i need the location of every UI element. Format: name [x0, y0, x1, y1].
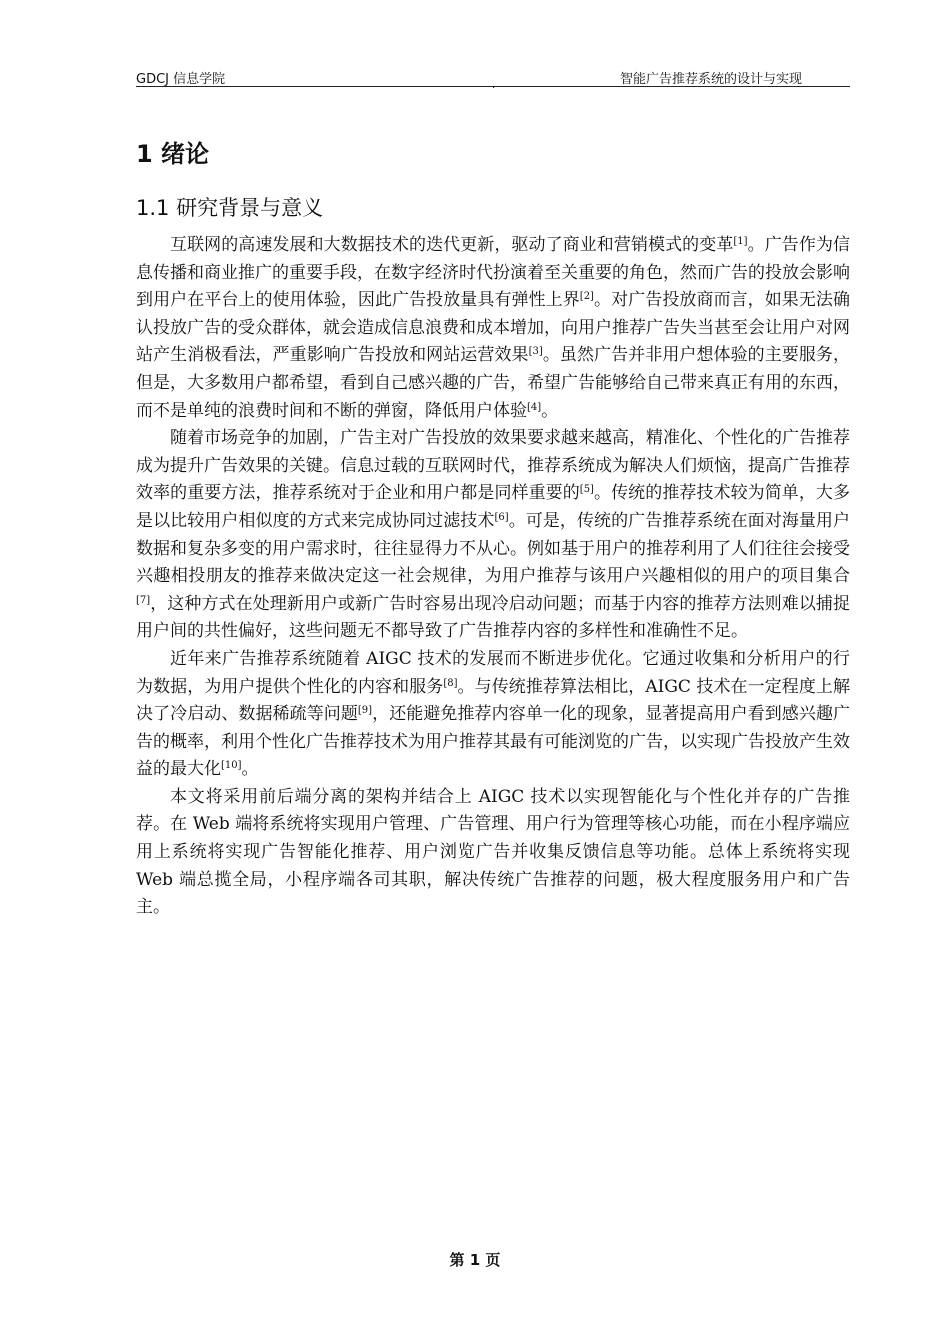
text-run: 互联网的高速发展和大数据技术的迭代更新，驱动了商业和营销模式的变革	[170, 235, 734, 255]
paragraph	[136, 784, 850, 922]
header-institution: GDCJ 信息学院	[136, 72, 226, 87]
citation: [9]	[357, 705, 373, 717]
text-run: 。传统的推荐技术较为简单，大多是以比较用户相似度的方式来完成协同过滤技术	[136, 483, 851, 531]
page-header	[136, 66, 850, 91]
header-mark: .	[492, 80, 496, 91]
text-run: 。	[541, 400, 559, 421]
text-run: 近年来广告推荐系统随着 AIGC 技术的发展而不断进步优化。它通过收集和分析用户的行为数据，为用户提供个性化的内容和服务	[136, 648, 850, 697]
section-title: 1.1 研究背景与意义	[136, 196, 324, 220]
chapter-title: 1 绪论	[136, 140, 210, 168]
citation: [4]	[527, 401, 542, 413]
paragraph	[136, 646, 850, 784]
header-paper-title: 智能广告推荐系统的设计与实现	[619, 72, 802, 87]
text-run: 。虽然广告并非用户想体验的主要服务，但是，大多数用户都希望，看到自己感兴趣的广告，希望广告能够给自己带来真正有用的东西，而不是单纯的浪费时间和不断的弹窗，降低用户体验	[136, 345, 851, 421]
text-run: 。可是，传统的广告推荐系统在面对海量用户数据和复杂多变的用户需求时，往往显得力不从心。例如基于用户的推荐利用了人们往往会接受兴趣相投朋友的推荐来做决定这一社会规律，为用户推荐与该用户兴趣相似的用户的项目集合	[136, 510, 851, 587]
citation: [10]	[221, 760, 242, 772]
body-text	[136, 232, 850, 922]
page-number: 第 1 页	[449, 1251, 501, 1269]
citation: [2]	[579, 291, 594, 303]
text-run: 本文将采用前后端分离的架构并结合上 AIGC 技术以实现智能化与个性化并存的广告推荐。在 Web 端将系统将实现用户管理、广告管理、用户行为管理等核心功能，而在小程序端应用上系统将实现广告智能化推荐、用户浏览广告并收集反馈信息等功能。总体上系统将实现 Web 端总揽全局，小程序端各司其职，解决传统广告推荐的问题，极大程度服务用户和广告主。	[136, 786, 850, 918]
text-run: 。与传统推荐算法相比，AIGC 技术在一定程度上解决了冷启动、数据稀疏等问题	[136, 676, 850, 725]
text-run: 。对广告投放商而言，如果无法确认投放广告的受众群体，就会造成信息浪费和成本增加，向用户推荐广告失当甚至会让用户对网站产生消极看法，严重影响广告投放和网站运营效果	[136, 290, 851, 366]
citation: [3]	[528, 346, 543, 358]
text-run: ，这种方式在处理新用户或新广告时容易出现冷启动问题；而基于内容的推荐方法则难以捕捉用户间的共性偏好，这些问题无不都导致了广告推荐内容的多样性和准确性不足。	[136, 593, 850, 642]
text-run: 。广告作为信息传播和商业推广的重要手段，在数字经济时代扮演着至关重要的角色，然而广告的投放会影响到用户在平台上的使用体验，因此广告投放量具有弹性上界	[136, 235, 851, 311]
text-run: ，还能避免推荐内容单一化的现象，显著提高用户看到感兴趣广告的概率，利用个性化广告推荐技术为用户推荐其最有可能浏览的广告，以实现广告投放产生效益的最大化	[136, 704, 851, 780]
citation: [5]	[579, 484, 594, 496]
text-run: 。	[241, 759, 259, 780]
citation: [8]	[443, 677, 458, 689]
paragraph	[136, 425, 850, 646]
paragraph	[136, 232, 850, 425]
citation: [7]	[136, 594, 151, 606]
text-run: 随着市场竞争的加剧，广告主对广告投放的效果要求越来越高，精准化、个性化的广告推荐成为提升广告效果的关键。信息过载的互联网时代，推荐系统成为解决人们烦恼，提高广告推荐效率的重要方法，推荐系统对于企业和用户都是同样重要的	[136, 428, 850, 504]
citation: [1]	[733, 236, 748, 247]
citation: [6]	[494, 511, 509, 523]
